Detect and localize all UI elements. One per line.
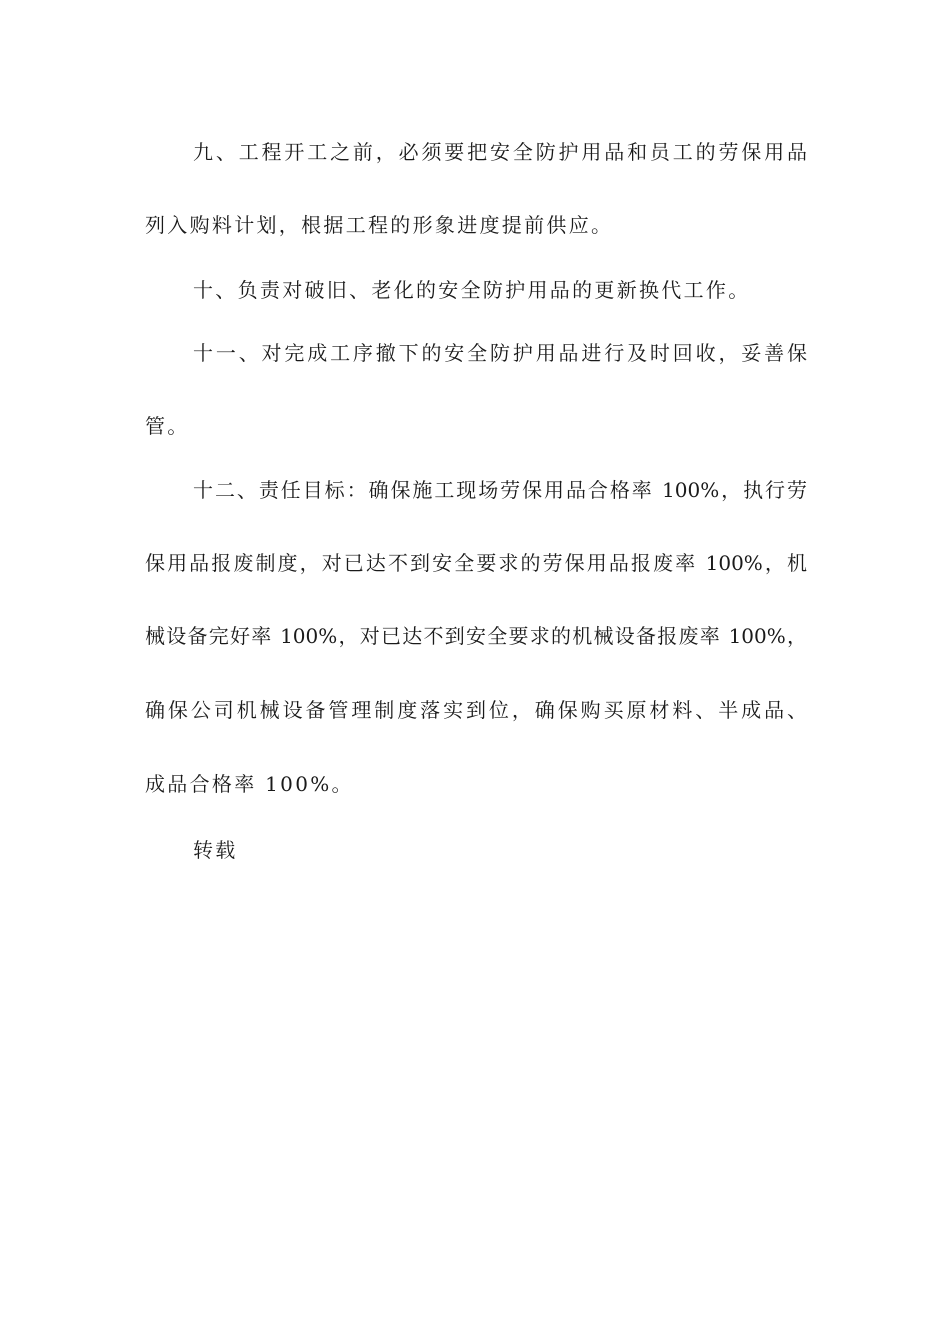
paragraph-12-line-2: 保用品报废制度，对已达不到安全要求的劳保用品报废率 100%，机 — [145, 551, 807, 575]
paragraph-11-line-1: 十一、对完成工序撤下的安全防护用品进行及时回收，妥善保 — [193, 341, 807, 365]
paragraph-12-line-4: 确保公司机械设备管理制度落实到位，确保购买原材料、半成品、 — [145, 698, 807, 722]
paragraph-12-line-1: 十二、责任目标：确保施工现场劳保用品合格率 100%，执行劳 — [193, 478, 807, 502]
paragraph-9-line-1: 九、工程开工之前，必须要把安全防护用品和员工的劳保用品 — [193, 140, 807, 164]
paragraph-12-line-5: 成品合格率 100%。 — [145, 772, 354, 796]
paragraph-12-line-3: 械设备完好率 100%，对已达不到安全要求的机械设备报废率 100%， — [145, 624, 807, 648]
paragraph-10: 十、负责对破旧、老化的安全防护用品的更新换代工作。 — [193, 278, 751, 302]
paragraph-9-line-2: 列入购料计划，根据工程的形象进度提前供应。 — [145, 213, 614, 237]
paragraph-11-line-2: 管。 — [145, 414, 190, 438]
reprint-note: 转载 — [193, 838, 238, 862]
